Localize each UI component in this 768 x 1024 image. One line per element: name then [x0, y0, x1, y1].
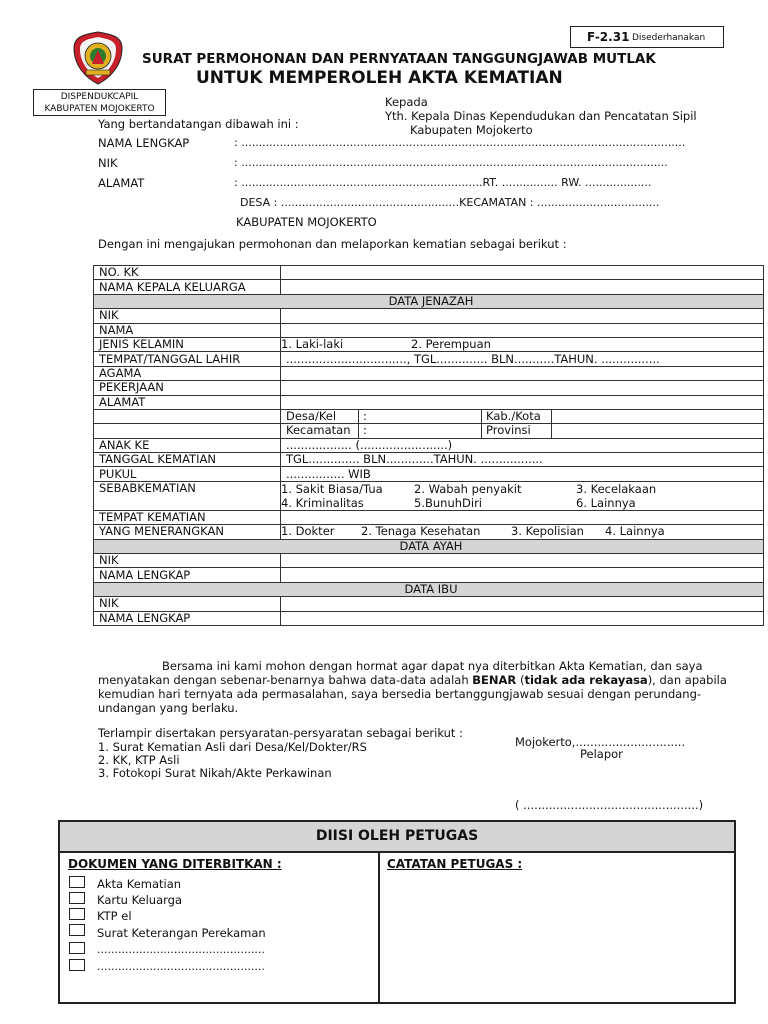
- label-province: Provinsi: [482, 424, 552, 437]
- field-death-date[interactable]: TGL.............. BLN.............TAHUN. .................: [281, 453, 764, 467]
- field-religion[interactable]: [281, 366, 764, 380]
- officer-section-title: DIISI OLEH PETUGAS: [60, 822, 734, 853]
- agency-line1: DISPENDUKCAPIL: [60, 92, 139, 102]
- table-row: [94, 597, 764, 611]
- field-father-nik[interactable]: [281, 554, 764, 568]
- applicant-intro: Yang bertandatangan dibawah ini :: [98, 117, 299, 131]
- form-code: F-2.31: [587, 30, 630, 44]
- table-row: [94, 309, 764, 323]
- address-subtable: [281, 410, 757, 423]
- label-deceased-name: NAMA: [94, 323, 281, 337]
- death-data-table: [93, 265, 764, 626]
- cause-option-accident[interactable]: 3. Kecelakaan: [576, 481, 657, 496]
- label-deceased-nik: NIK: [94, 309, 281, 323]
- table-row: [94, 409, 764, 423]
- field-village[interactable]: :: [359, 410, 482, 423]
- gender-option-male[interactable]: 1. Laki-laki: [281, 337, 344, 352]
- officer-notes-area[interactable]: [386, 877, 731, 997]
- table-row: [94, 554, 764, 568]
- field-child-order[interactable]: .................. (........................): [281, 438, 764, 452]
- table-row: [94, 525, 764, 539]
- label-religion: AGAMA: [94, 366, 281, 380]
- doc-checkbox-ktp-el[interactable]: [69, 908, 85, 920]
- gender-option-female[interactable]: 2. Perempuan: [411, 337, 491, 352]
- doc-label-other-1[interactable]: ................................................: [97, 943, 265, 956]
- doc-checkbox-other-2[interactable]: [69, 959, 85, 971]
- section-header-deceased: [94, 294, 764, 308]
- signature-role: Pelapor: [580, 747, 623, 761]
- label-informant: YANG MENERANGKAN: [94, 525, 281, 539]
- field-gender[interactable]: [281, 337, 764, 351]
- label-birth-place-date: TEMPAT/TANGGAL LAHIR: [94, 352, 281, 366]
- table-row: [94, 337, 764, 351]
- doc-label-other-2[interactable]: ................................................: [97, 960, 265, 973]
- field-mother-name[interactable]: [281, 611, 764, 625]
- cause-option-crime[interactable]: 4. Kriminalitas: [281, 495, 364, 510]
- doc-label-ktp-el: KTP el: [97, 909, 132, 923]
- label-father-nik: NIK: [94, 554, 281, 568]
- field-cause-of-death[interactable]: [281, 481, 764, 510]
- table-row: [94, 395, 764, 409]
- section-title-deceased: DATA JENAZAH: [94, 294, 764, 308]
- applicant-village-field[interactable]: DESA : ...................................................KECAMATAN : ...................................: [240, 196, 660, 209]
- officer-divider: [378, 851, 380, 1002]
- applicant-name-field[interactable]: : ...............................................................................................................................: [234, 136, 686, 149]
- applicant-nik-label: NIK: [98, 156, 118, 170]
- informant-option-other[interactable]: 4. Lainnya: [605, 524, 665, 539]
- attachment-item: 2. KK, KTP Asli: [98, 753, 180, 767]
- doc-label-family-card: Kartu Keluarga: [97, 893, 183, 907]
- field-no-kk[interactable]: [281, 266, 764, 280]
- declaration-no-fabrication: tidak ada rekayasa: [524, 673, 648, 687]
- table-row: [94, 438, 764, 452]
- section-header-father: [94, 539, 764, 553]
- field-mother-nik[interactable]: [281, 597, 764, 611]
- table-row: [94, 568, 764, 582]
- label-occupation: PEKERJAAN: [94, 381, 281, 395]
- section-title-mother: DATA IBU: [94, 582, 764, 596]
- agency-line2: KABUPATEN MOJOKERTO: [44, 104, 155, 114]
- doc-checkbox-death-certificate[interactable]: [69, 876, 85, 888]
- field-district[interactable]: :: [359, 424, 482, 437]
- table-row: [94, 352, 764, 366]
- label-death-time: PUKUL: [94, 467, 281, 481]
- signature-place-date[interactable]: Mojokerto,..............................: [515, 735, 686, 749]
- field-deceased-name[interactable]: [281, 323, 764, 337]
- declaration-line3: kemudian hari ternyata ada permasalahan, saya bersedia bertanggungjawab sesuai dengan perundang-: [98, 687, 702, 701]
- informant-option-health-worker[interactable]: 2. Tenaga Kesehatan: [361, 524, 481, 539]
- table-row: [94, 381, 764, 395]
- table-row: [94, 280, 764, 294]
- addressee-line2: Kabupaten Mojokerto: [410, 123, 533, 137]
- label-death-date: TANGGAL KEMATIAN: [94, 453, 281, 467]
- table-row: [94, 510, 764, 524]
- label-child-order: ANAK KE: [94, 438, 281, 452]
- field-occupation[interactable]: [281, 381, 764, 395]
- label-no-kk: NO. KK: [94, 266, 281, 280]
- attachments-intro: Terlampir disertakan persyaratan-persyaratan sebagai berikut :: [98, 726, 463, 740]
- doc-checkbox-other-1[interactable]: [69, 942, 85, 954]
- table-row: [94, 481, 764, 510]
- addressee-kepada: Kepada: [385, 95, 428, 109]
- attachment-item: 3. Fotokopi Surat Nikah/Akte Perkawinan: [98, 766, 332, 780]
- informant-option-doctor[interactable]: 1. Dokter: [281, 524, 335, 539]
- section-title-father: DATA AYAH: [94, 539, 764, 553]
- declaration-benar: BENAR: [472, 673, 517, 687]
- form-code-box: [570, 26, 724, 48]
- field-head-of-family[interactable]: [281, 280, 764, 294]
- applicant-statement: Dengan ini mengajukan permohonan dan melaporkan kematian sebagai berikut :: [98, 237, 567, 251]
- applicant-regency: KABUPATEN MOJOKERTO: [236, 215, 377, 229]
- applicant-name-label: NAMA LENGKAP: [98, 136, 190, 150]
- form-title-line1: SURAT PERMOHONAN DAN PERNYATAAN TANGGUNGJAWAB MUTLAK: [142, 51, 656, 67]
- label-mother-nik: NIK: [94, 597, 281, 611]
- field-death-place[interactable]: [281, 510, 764, 524]
- label-regency-city: Kab./Kota: [482, 410, 552, 423]
- addressee-line1: Yth. Kepala Dinas Kependudukan dan Pencatatan Sipil: [385, 109, 697, 123]
- doc-checkbox-family-card[interactable]: [69, 892, 85, 904]
- officer-section: [58, 820, 736, 1004]
- table-row: [94, 467, 764, 481]
- label-head-of-family: NAMA KEPALA KELUARGA: [94, 280, 281, 294]
- cause-option-epidemic[interactable]: 2. Wabah penyakit: [414, 481, 522, 496]
- declaration-line1: Bersama ini kami mohon dengan hormat agar dapat nya diterbitkan Akta Kematian, dan saya: [162, 659, 703, 673]
- doc-label-recording-letter: Surat Keterangan Perekaman: [97, 926, 266, 940]
- informant-option-police[interactable]: 3. Kepolisian: [511, 524, 584, 539]
- applicant-nik-field[interactable]: : ..........................................................................................................................: [234, 156, 668, 169]
- signature-name-line[interactable]: ( ................................................): [515, 798, 704, 812]
- table-row: [94, 266, 764, 280]
- label-gender: JENIS KELAMIN: [94, 337, 281, 351]
- declaration-line2: menyatakan dengan sebenar-benarnya bahwa data-data adalah BENAR (tidak ada rekayasa), dan apabila: [98, 673, 727, 687]
- label-mother-name: NAMA LENGKAP: [94, 611, 281, 625]
- agency-box: [33, 89, 166, 116]
- label-district: Kecamatan: [281, 424, 359, 437]
- field-birth-place-date[interactable]: ................................., TGL.............. BLN...........TAHUN. ................: [281, 352, 764, 366]
- section-header-mother: [94, 582, 764, 596]
- field-regency-city[interactable]: [552, 410, 758, 423]
- cause-option-other[interactable]: 6. Lainnya: [576, 495, 636, 510]
- table-row: [94, 424, 764, 438]
- regency-logo-icon: [70, 30, 126, 86]
- label-father-name: NAMA LENGKAP: [94, 568, 281, 582]
- table-row: [94, 323, 764, 337]
- field-informant[interactable]: [281, 525, 764, 539]
- table-row: [94, 453, 764, 467]
- declaration-line4: undangan yang berlaku.: [98, 701, 239, 715]
- doc-label-death-certificate: Akta Kematian: [97, 877, 182, 891]
- cause-option-natural[interactable]: 1. Sakit Biasa/Tua: [281, 481, 383, 496]
- officer-notes-heading: CATATAN PETUGAS :: [387, 857, 523, 871]
- applicant-address-field[interactable]: : .....................................................................RT. ................ RW. ...................: [234, 176, 652, 189]
- field-address[interactable]: [281, 395, 764, 409]
- label-cause-of-death: SEBABKEMATIAN: [94, 481, 281, 510]
- form-title-line2: UNTUK MEMPEROLEH AKTA KEMATIAN: [196, 68, 563, 88]
- cause-option-suicide[interactable]: 5.BunuhDiri: [414, 495, 482, 510]
- form-code-note: Disederhanakan: [632, 33, 706, 43]
- doc-checkbox-recording-letter[interactable]: [69, 924, 85, 936]
- table-row: [94, 611, 764, 625]
- field-province[interactable]: [552, 424, 758, 437]
- field-deceased-nik[interactable]: [281, 309, 764, 323]
- issued-docs-heading: DOKUMEN YANG DITERBITKAN :: [68, 857, 282, 871]
- table-row: [94, 366, 764, 380]
- applicant-address-label: ALAMAT: [98, 176, 145, 190]
- field-father-name[interactable]: [281, 568, 764, 582]
- attachment-item: 1. Surat Kematian Asli dari Desa/Kel/Dokter/RS: [98, 740, 367, 754]
- address-subtable: [281, 424, 757, 437]
- label-address: ALAMAT: [94, 395, 281, 409]
- label-village: Desa/Kel: [281, 410, 359, 423]
- field-death-time[interactable]: ................ WIB: [281, 467, 764, 481]
- label-death-place: TEMPAT KEMATIAN: [94, 510, 281, 524]
